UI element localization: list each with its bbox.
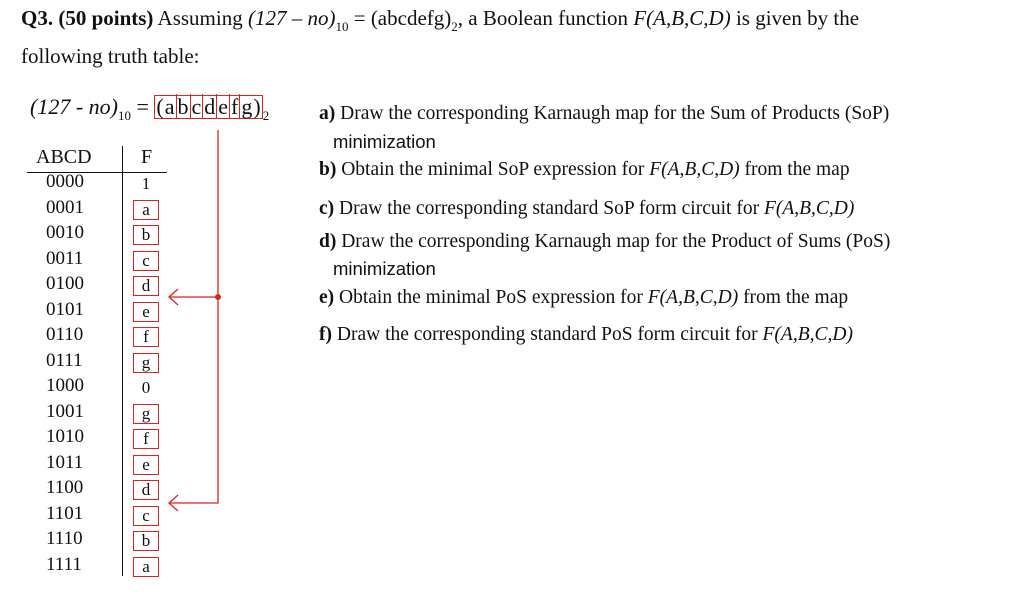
part-e-tail: from the map [743, 287, 849, 308]
equation-bit: a [164, 94, 175, 119]
part-b-tail: from the map [744, 159, 850, 180]
part-b [319, 159, 850, 181]
part-a [319, 103, 889, 125]
part-e-text: Obtain the minimal PoS expression for [339, 287, 643, 308]
equation-bit: g [241, 94, 253, 119]
part-d [319, 231, 890, 253]
part-f-fn: F(A,B,C,D) [762, 324, 853, 345]
part-f-label: f) [319, 324, 332, 345]
row-abcd: 1011 [46, 451, 84, 473]
part-a-text: Draw the corresponding Karnaugh map for the Sum of Products (SoP) [340, 103, 890, 124]
part-e-label: e) [319, 287, 335, 308]
row-abcd: 0111 [46, 349, 83, 371]
part-c-text: Draw the corresponding standard SoP form circuit for [339, 198, 760, 219]
row-f: e [133, 455, 159, 475]
row-abcd: 1001 [46, 400, 84, 422]
base2-sub: 2 [451, 19, 458, 34]
row-abcd: 1100 [46, 477, 84, 498]
part-d-label: d) [319, 231, 337, 252]
part-f-text: Draw the corresponding standard PoS form circuit for [336, 324, 758, 345]
row-abcd: 1000 [46, 375, 84, 396]
row-abcd: 0100 [46, 273, 84, 294]
equation-bit: c [191, 94, 202, 119]
row-f: c [133, 251, 159, 271]
equation-bit: b [177, 94, 189, 119]
part-d-text: Draw the corresponding Karnaugh map for the Product of Sums (PoS) [341, 231, 891, 252]
row-f: e [133, 302, 159, 322]
row-abcd: 0011 [46, 247, 84, 269]
equation-bit: f [231, 94, 239, 119]
equation-bit: d [204, 94, 216, 119]
row-abcd: 0000 [46, 171, 84, 192]
equation-equals: = [136, 94, 149, 119]
row-f: b [133, 531, 159, 551]
question-text-a: Assuming [157, 6, 243, 30]
part-b-label: b) [319, 159, 337, 180]
question-line2: following truth table: [21, 44, 200, 68]
equation-left: (127 - no) [30, 94, 118, 119]
equation-base10: 10 [117, 108, 131, 123]
row-abcd: 1110 [46, 528, 83, 549]
part-f [319, 324, 853, 346]
header-f: F [141, 146, 153, 168]
question-text-c: is given by the [735, 6, 860, 30]
part-e-fn: F(A,B,C,D) [647, 287, 739, 308]
row-abcd: 0001 [46, 196, 84, 218]
arrow-line-bottom [169, 297, 218, 503]
row-f: 1 [141, 174, 151, 193]
row-f: g [133, 353, 159, 373]
equation-close: ) [253, 94, 261, 119]
row-abcd: 0110 [46, 324, 84, 345]
row-f: a [133, 557, 159, 577]
part-b-text: Obtain the minimal SoP expression for [341, 159, 645, 180]
question-text-b: , a Boolean function [457, 6, 629, 30]
row-f: f [133, 327, 159, 347]
equation-base2: 2 [262, 108, 270, 123]
row-f: d [133, 480, 159, 500]
expr-left: (127 – no) [247, 6, 336, 30]
row-abcd: 1101 [46, 502, 84, 524]
equation-bit: e [218, 94, 229, 119]
part-c-label: c) [319, 198, 335, 219]
row-f: b [133, 225, 159, 245]
part-d-cont: minimization [333, 258, 436, 279]
row-f: f [133, 429, 159, 449]
row-abcd: 1010 [46, 426, 84, 447]
part-a-label: a) [319, 103, 336, 124]
equation-open: ( [156, 94, 164, 119]
row-abcd: 0101 [46, 298, 84, 320]
part-c-fn: F(A,B,C,D) [763, 198, 855, 219]
equals-sign: = [353, 6, 366, 30]
part-b-fn: F(A,B,C,D) [649, 159, 740, 180]
base10-sub: 10 [335, 19, 349, 34]
row-f: g [133, 404, 159, 424]
row-abcd: 0010 [46, 222, 84, 243]
row-abcd: 1111 [46, 553, 82, 575]
part-a-cont: minimization [333, 131, 436, 152]
row-f: c [133, 506, 159, 526]
expr-right: (abcdefg) [370, 6, 452, 30]
question-label: Q3. (50 points) [21, 6, 154, 30]
part-e [319, 287, 848, 309]
part-c [319, 198, 854, 220]
function-name: F(A,B,C,D) [633, 6, 731, 30]
row-f: a [133, 200, 159, 220]
row-f: d [133, 276, 159, 296]
row-f: 0 [141, 378, 151, 397]
header-abcd: ABCD [36, 146, 92, 168]
junction-dot [215, 294, 221, 300]
